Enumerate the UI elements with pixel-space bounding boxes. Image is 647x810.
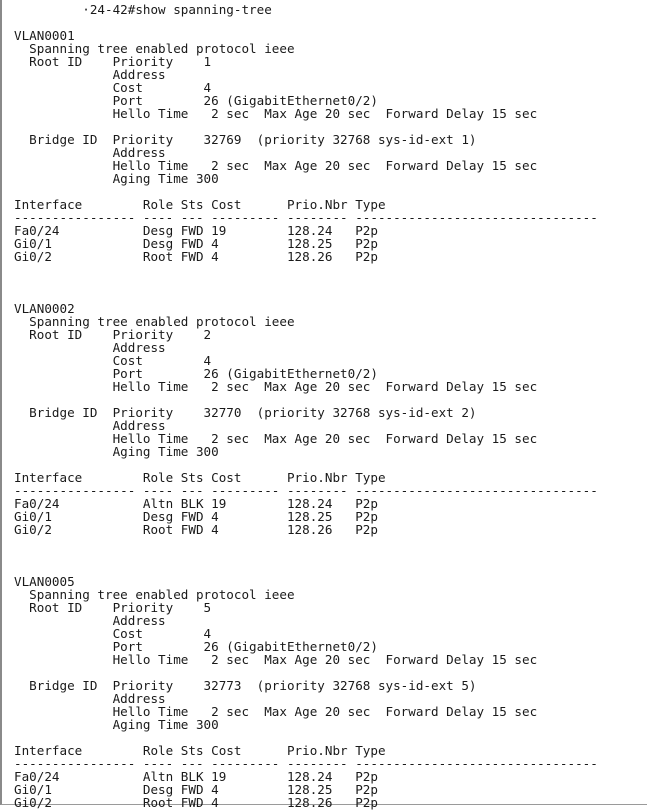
terminal-line: Spanning tree enabled protocol ieee: [14, 41, 295, 56]
terminal-line: Interface Role Sts Cost Prio.Nbr Type: [14, 743, 386, 758]
terminal-line: Gi0/2 Root FWD 4 128.26 P2p: [14, 522, 378, 537]
terminal-line: Interface Role Sts Cost Prio.Nbr Type: [14, 470, 386, 485]
terminal-line: [14, 16, 598, 29]
terminal-line: Aging Time 300: [14, 171, 219, 186]
terminal-line: VLAN0002: [14, 301, 75, 316]
terminal-line: Fa0/24 Altn BLK 19 128.24 P2p: [14, 769, 378, 784]
terminal-line: Hello Time 2 sec Max Age 20 sec Forward Delay 15 sec: [14, 158, 538, 173]
terminal-line: Cost 4: [14, 626, 212, 641]
terminal-line: [14, 276, 598, 289]
terminal-line: Fa0/24 Altn BLK 19 128.24 P2p: [14, 496, 378, 511]
terminal-line: Hello Time 2 sec Max Age 20 sec Forward Delay 15 sec: [14, 379, 538, 394]
terminal-line: Address: [14, 418, 166, 433]
terminal-line: VLAN0005: [14, 574, 75, 589]
terminal-line: Hello Time 2 sec Max Age 20 sec Forward Delay 15 sec: [14, 431, 538, 446]
terminal-line: [14, 549, 598, 562]
terminal-line: ---------------- ---- --- --------- -------- --------------------------------: [14, 756, 598, 771]
terminal-line: Spanning tree enabled protocol ieee: [14, 314, 295, 329]
terminal-line: Hello Time 2 sec Max Age 20 sec Forward Delay 15 sec: [14, 652, 538, 667]
terminal-line: Root ID Priority 1: [14, 54, 212, 69]
terminal-line: VLAN0001: [14, 28, 75, 43]
terminal-line: Gi0/1 Desg FWD 4 128.25 P2p: [14, 782, 378, 797]
terminal-line: ·24-42#show spanning-tree: [14, 2, 272, 17]
terminal-line: Address: [14, 613, 166, 628]
terminal-output: [14, 3, 598, 809]
terminal-line: ---------------- ---- --- --------- -------- --------------------------------: [14, 210, 598, 225]
terminal-line: Aging Time 300: [14, 444, 219, 459]
terminal-line: [14, 562, 598, 575]
terminal-line: Address: [14, 67, 166, 82]
terminal-line: Port 26 (GigabitEthernet0/2): [14, 366, 378, 381]
terminal-line: Bridge ID Priority 32770 (priority 32768 sys-id-ext 2): [14, 405, 477, 420]
terminal-line: Cost 4: [14, 353, 212, 368]
terminal-line: Bridge ID Priority 32773 (priority 32768 sys-id-ext 5): [14, 678, 477, 693]
terminal-line: Gi0/1 Desg FWD 4 128.25 P2p: [14, 236, 378, 251]
terminal-line: Address: [14, 145, 166, 160]
terminal-line: Port 26 (GigabitEthernet0/2): [14, 93, 378, 108]
terminal-line: Port 26 (GigabitEthernet0/2): [14, 639, 378, 654]
terminal-line: Address: [14, 691, 166, 706]
terminal-line: [14, 289, 598, 302]
terminal-line: ---------------- ---- --- --------- -------- --------------------------------: [14, 483, 598, 498]
terminal-line: [14, 536, 598, 549]
terminal-line: Gi0/1 Desg FWD 4 128.25 P2p: [14, 509, 378, 524]
terminal-line: Interface Role Sts Cost Prio.Nbr Type: [14, 197, 386, 212]
terminal-line: Cost 4: [14, 80, 212, 95]
terminal-line: [14, 263, 598, 276]
terminal-line: Gi0/2 Root FWD 4 128.26 P2p: [14, 249, 378, 264]
terminal-line: Hello Time 2 sec Max Age 20 sec Forward Delay 15 sec: [14, 704, 538, 719]
terminal-line: Root ID Priority 5: [14, 600, 212, 615]
terminal-line: Fa0/24 Desg FWD 19 128.24 P2p: [14, 223, 378, 238]
terminal-line: Bridge ID Priority 32769 (priority 32768 sys-id-ext 1): [14, 132, 477, 147]
terminal-line: Aging Time 300: [14, 717, 219, 732]
terminal-line: Spanning tree enabled protocol ieee: [14, 587, 295, 602]
terminal-line: Address: [14, 340, 166, 355]
terminal-line: Hello Time 2 sec Max Age 20 sec Forward Delay 15 sec: [14, 106, 538, 121]
terminal-line: Root ID Priority 2: [14, 327, 212, 342]
terminal-line: Gi0/2 Root FWD 4 128.26 P2p: [14, 795, 378, 810]
